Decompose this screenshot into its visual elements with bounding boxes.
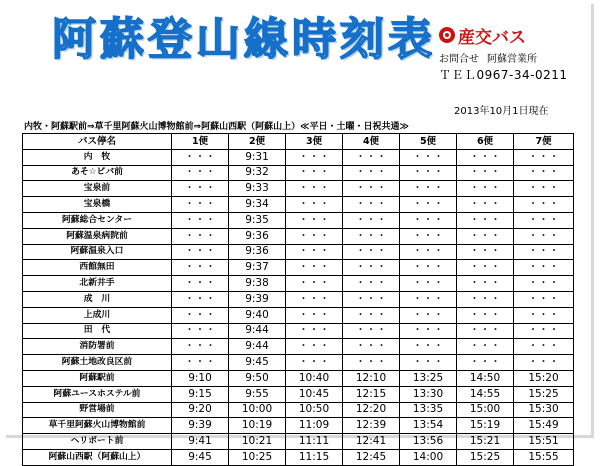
table-header-row bbox=[23, 134, 574, 150]
departure-time-cell: 9:36 bbox=[229, 244, 286, 260]
departure-time-cell: ・・・ bbox=[286, 339, 343, 355]
departure-time-cell: ・・・ bbox=[286, 276, 343, 292]
table-row bbox=[23, 276, 574, 292]
departure-time-cell: 9:32 bbox=[229, 165, 286, 181]
departure-time-cell: ・・・ bbox=[343, 276, 400, 292]
departure-time-cell: ・・・ bbox=[457, 339, 514, 355]
departure-time-cell: ・・・ bbox=[286, 197, 343, 213]
departure-time-cell: 12:41 bbox=[343, 434, 400, 450]
departure-time-cell: 10:25 bbox=[229, 449, 286, 465]
departure-time-cell: ・・・ bbox=[400, 165, 457, 181]
departure-time-cell: ・・・ bbox=[172, 355, 229, 371]
departure-time-cell: ・・・ bbox=[457, 355, 514, 371]
departure-time-cell: 9:44 bbox=[229, 323, 286, 339]
departure-time-cell: 9:55 bbox=[229, 386, 286, 402]
departure-time-cell: 9:39 bbox=[172, 418, 229, 434]
departure-time-cell: 15:55 bbox=[514, 449, 574, 465]
departure-time-cell: ・・・ bbox=[400, 228, 457, 244]
departure-time-cell: ・・・ bbox=[514, 197, 574, 213]
departure-time-cell: ・・・ bbox=[343, 323, 400, 339]
departure-time-cell: ・・・ bbox=[514, 291, 574, 307]
departure-time-cell: ・・・ bbox=[286, 291, 343, 307]
departure-time-cell: 10:21 bbox=[229, 434, 286, 450]
column-header-trip: 5便 bbox=[400, 134, 457, 150]
departure-time-cell: ・・・ bbox=[343, 165, 400, 181]
stop-name-cell: 成 川 bbox=[23, 291, 172, 307]
departure-time-cell: ・・・ bbox=[457, 197, 514, 213]
departure-time-cell: 11:09 bbox=[286, 418, 343, 434]
stop-name-cell: 野営場前 bbox=[23, 402, 172, 418]
departure-time-cell: ・・・ bbox=[343, 339, 400, 355]
table-row bbox=[23, 386, 574, 402]
departure-time-cell: 13:25 bbox=[400, 370, 457, 386]
column-header-trip: 1便 bbox=[172, 134, 229, 150]
stop-name-cell: 阿蘇土地改良区前 bbox=[23, 355, 172, 371]
departure-time-cell: ・・・ bbox=[400, 276, 457, 292]
departure-time-cell: ・・・ bbox=[514, 165, 574, 181]
departure-time-cell: 9:41 bbox=[172, 434, 229, 450]
column-header-trip: 3便 bbox=[286, 134, 343, 150]
departure-time-cell: ・・・ bbox=[400, 339, 457, 355]
table-row bbox=[23, 291, 574, 307]
table-row bbox=[23, 323, 574, 339]
departure-time-cell: ・・・ bbox=[286, 323, 343, 339]
departure-time-cell: ・・・ bbox=[400, 260, 457, 276]
departure-time-cell: ・・・ bbox=[400, 355, 457, 371]
stop-name-cell: 阿蘇温泉病院前 bbox=[23, 228, 172, 244]
departure-time-cell: 12:15 bbox=[343, 386, 400, 402]
departure-time-cell: ・・・ bbox=[514, 260, 574, 276]
departure-time-cell: 9:15 bbox=[172, 386, 229, 402]
departure-time-cell: 15:00 bbox=[457, 402, 514, 418]
logo-text: 産交バス bbox=[458, 27, 526, 48]
departure-time-cell: 11:15 bbox=[286, 449, 343, 465]
departure-time-cell: 10:19 bbox=[229, 418, 286, 434]
departure-time-cell: ・・・ bbox=[343, 197, 400, 213]
departure-time-cell: ・・・ bbox=[343, 228, 400, 244]
stop-name-cell: 上成川 bbox=[23, 307, 172, 323]
stop-name-cell: 宝泉橋 bbox=[23, 197, 172, 213]
departure-time-cell: 15:30 bbox=[514, 402, 574, 418]
departure-time-cell: 10:50 bbox=[286, 402, 343, 418]
departure-time-cell: ・・・ bbox=[400, 323, 457, 339]
departure-time-cell: ・・・ bbox=[172, 244, 229, 260]
timetable bbox=[22, 133, 574, 466]
departure-time-cell: ・・・ bbox=[457, 244, 514, 260]
departure-time-cell: 13:56 bbox=[400, 434, 457, 450]
stop-name-cell: 阿蘇山西駅（阿蘇山上） bbox=[23, 449, 172, 465]
departure-time-cell: ・・・ bbox=[457, 181, 514, 197]
stop-name-cell: 草千里阿蘇火山博物館前 bbox=[23, 418, 172, 434]
column-header-trip: 7便 bbox=[514, 134, 574, 150]
departure-time-cell: 15:21 bbox=[457, 434, 514, 450]
table-body bbox=[23, 149, 574, 465]
departure-time-cell: 9:36 bbox=[229, 228, 286, 244]
departure-time-cell: ・・・ bbox=[400, 181, 457, 197]
table-row bbox=[23, 449, 574, 465]
departure-time-cell: 9:39 bbox=[229, 291, 286, 307]
table-row bbox=[23, 355, 574, 371]
departure-time-cell: 15:20 bbox=[514, 370, 574, 386]
departure-time-cell: ・・・ bbox=[286, 260, 343, 276]
departure-time-cell: ・・・ bbox=[286, 181, 343, 197]
departure-time-cell: ・・・ bbox=[172, 212, 229, 228]
departure-time-cell: 9:50 bbox=[229, 370, 286, 386]
company-logo bbox=[439, 24, 589, 46]
departure-time-cell: ・・・ bbox=[400, 212, 457, 228]
timetable-page bbox=[6, 4, 594, 463]
departure-time-cell: ・・・ bbox=[343, 307, 400, 323]
departure-time-cell: ・・・ bbox=[514, 149, 574, 165]
departure-time-cell: ・・・ bbox=[457, 260, 514, 276]
departure-time-cell: ・・・ bbox=[400, 244, 457, 260]
stop-name-cell: ヘリポート前 bbox=[23, 434, 172, 450]
column-header-trip: 6便 bbox=[457, 134, 514, 150]
departure-time-cell: 9:45 bbox=[172, 449, 229, 465]
stop-name-cell: 阿蘇総合センター bbox=[23, 212, 172, 228]
departure-time-cell: 9:34 bbox=[229, 197, 286, 213]
departure-time-cell: ・・・ bbox=[343, 355, 400, 371]
departure-time-cell: 14:00 bbox=[400, 449, 457, 465]
departure-time-cell: ・・・ bbox=[457, 307, 514, 323]
departure-time-cell: ・・・ bbox=[400, 197, 457, 213]
departure-time-cell: ・・・ bbox=[172, 291, 229, 307]
departure-time-cell: 9:40 bbox=[229, 307, 286, 323]
departure-time-cell: ・・・ bbox=[172, 165, 229, 181]
departure-time-cell: ・・・ bbox=[514, 307, 574, 323]
column-header-stop: バス停名 bbox=[23, 134, 172, 150]
departure-time-cell: ・・・ bbox=[457, 276, 514, 292]
departure-time-cell: ・・・ bbox=[457, 228, 514, 244]
departure-time-cell: ・・・ bbox=[343, 291, 400, 307]
departure-time-cell: ・・・ bbox=[286, 165, 343, 181]
stop-name-cell: あそ☆ビバ前 bbox=[23, 165, 172, 181]
departure-time-cell: 9:10 bbox=[172, 370, 229, 386]
column-header-trip: 2便 bbox=[229, 134, 286, 150]
sanko-logo-icon bbox=[439, 27, 455, 43]
departure-time-cell: ・・・ bbox=[172, 228, 229, 244]
departure-time-cell: ・・・ bbox=[514, 181, 574, 197]
departure-time-cell: ・・・ bbox=[172, 323, 229, 339]
departure-time-cell: 12:45 bbox=[343, 449, 400, 465]
departure-time-cell: 12:39 bbox=[343, 418, 400, 434]
departure-time-cell: ・・・ bbox=[172, 181, 229, 197]
table-row bbox=[23, 149, 574, 165]
departure-time-cell: 15:19 bbox=[457, 418, 514, 434]
departure-time-cell: ・・・ bbox=[172, 276, 229, 292]
table-row bbox=[23, 244, 574, 260]
departure-time-cell: ・・・ bbox=[343, 149, 400, 165]
departure-time-cell: 13:35 bbox=[400, 402, 457, 418]
departure-time-cell: 12:20 bbox=[343, 402, 400, 418]
departure-time-cell: ・・・ bbox=[514, 228, 574, 244]
table-row bbox=[23, 434, 574, 450]
stop-name-cell: 阿蘇温泉入口 bbox=[23, 244, 172, 260]
departure-time-cell: ・・・ bbox=[172, 197, 229, 213]
company-block bbox=[439, 24, 589, 83]
table-row bbox=[23, 212, 574, 228]
stop-name-cell: 北新井手 bbox=[23, 276, 172, 292]
departure-time-cell: 15:49 bbox=[514, 418, 574, 434]
office-name: 阿蘇営業所 bbox=[487, 54, 537, 65]
departure-time-cell: ・・・ bbox=[514, 323, 574, 339]
stop-name-cell: 内 牧 bbox=[23, 149, 172, 165]
departure-time-cell: 15:51 bbox=[514, 434, 574, 450]
stop-name-cell: 西館無田 bbox=[23, 260, 172, 276]
page-title: 阿蘇登山線時刻表 bbox=[52, 14, 436, 65]
inquiry-line bbox=[439, 50, 589, 65]
departure-time-cell: ・・・ bbox=[400, 307, 457, 323]
departure-time-cell: 9:37 bbox=[229, 260, 286, 276]
departure-time-cell: 15:25 bbox=[457, 449, 514, 465]
departure-time-cell: 12:10 bbox=[343, 370, 400, 386]
departure-time-cell: ・・・ bbox=[286, 244, 343, 260]
table-row bbox=[23, 228, 574, 244]
stop-name-cell: 宝泉前 bbox=[23, 181, 172, 197]
departure-time-cell: 9:20 bbox=[172, 402, 229, 418]
column-header-trip: 4便 bbox=[343, 134, 400, 150]
departure-time-cell: 10:00 bbox=[229, 402, 286, 418]
stop-name-cell: 阿蘇駅前 bbox=[23, 370, 172, 386]
departure-time-cell: ・・・ bbox=[514, 355, 574, 371]
departure-time-cell: 13:54 bbox=[400, 418, 457, 434]
departure-time-cell: ・・・ bbox=[172, 149, 229, 165]
departure-time-cell: ・・・ bbox=[172, 307, 229, 323]
departure-time-cell: 14:50 bbox=[457, 370, 514, 386]
departure-time-cell: 15:25 bbox=[514, 386, 574, 402]
table-row bbox=[23, 165, 574, 181]
departure-time-cell: ・・・ bbox=[343, 244, 400, 260]
table-row bbox=[23, 307, 574, 323]
stop-name-cell: 阿蘇ユースホステル前 bbox=[23, 386, 172, 402]
departure-time-cell: ・・・ bbox=[343, 181, 400, 197]
departure-time-cell: ・・・ bbox=[514, 212, 574, 228]
effective-date: 2013年10月1日現在 bbox=[454, 106, 549, 117]
table-row bbox=[23, 370, 574, 386]
departure-time-cell: ・・・ bbox=[400, 149, 457, 165]
departure-time-cell: ・・・ bbox=[286, 149, 343, 165]
departure-time-cell: 10:45 bbox=[286, 386, 343, 402]
stop-name-cell: 田 代 bbox=[23, 323, 172, 339]
table-row bbox=[23, 260, 574, 276]
departure-time-cell: ・・・ bbox=[457, 165, 514, 181]
departure-time-cell: 10:40 bbox=[286, 370, 343, 386]
departure-time-cell: ・・・ bbox=[514, 276, 574, 292]
departure-time-cell: 11:11 bbox=[286, 434, 343, 450]
table-row bbox=[23, 197, 574, 213]
departure-time-cell: ・・・ bbox=[343, 260, 400, 276]
departure-time-cell: 14:55 bbox=[457, 386, 514, 402]
departure-time-cell: 9:35 bbox=[229, 212, 286, 228]
departure-time-cell: ・・・ bbox=[514, 339, 574, 355]
departure-time-cell: ・・・ bbox=[514, 244, 574, 260]
departure-time-cell: ・・・ bbox=[457, 149, 514, 165]
departure-time-cell: ・・・ bbox=[286, 355, 343, 371]
departure-time-cell: ・・・ bbox=[457, 212, 514, 228]
departure-time-cell: ・・・ bbox=[400, 291, 457, 307]
inquiry-label: お問合せ bbox=[439, 54, 479, 65]
stop-name-cell: 消防署前 bbox=[23, 339, 172, 355]
departure-time-cell: 9:44 bbox=[229, 339, 286, 355]
departure-time-cell: ・・・ bbox=[457, 323, 514, 339]
table-row bbox=[23, 181, 574, 197]
departure-time-cell: ・・・ bbox=[457, 291, 514, 307]
departure-time-cell: ・・・ bbox=[286, 212, 343, 228]
departure-time-cell: ・・・ bbox=[286, 228, 343, 244]
departure-time-cell: ・・・ bbox=[343, 212, 400, 228]
table-row bbox=[23, 402, 574, 418]
departure-time-cell: 9:33 bbox=[229, 181, 286, 197]
telephone-number: ＴＥＬ0967-34-0211 bbox=[439, 68, 568, 82]
departure-time-cell: 13:30 bbox=[400, 386, 457, 402]
departure-time-cell: 9:38 bbox=[229, 276, 286, 292]
route-description: 内牧・阿蘇駅前⇒草千里阿蘇火山博物館前⇒阿蘇山西駅（阿蘇山上）≪平日・土曜・日祝共通≫ bbox=[24, 122, 409, 132]
departure-time-cell: ・・・ bbox=[286, 307, 343, 323]
table-row bbox=[23, 339, 574, 355]
table-row bbox=[23, 418, 574, 434]
departure-time-cell: 9:45 bbox=[229, 355, 286, 371]
departure-time-cell: ・・・ bbox=[172, 339, 229, 355]
departure-time-cell: ・・・ bbox=[172, 260, 229, 276]
departure-time-cell: 9:31 bbox=[229, 149, 286, 165]
